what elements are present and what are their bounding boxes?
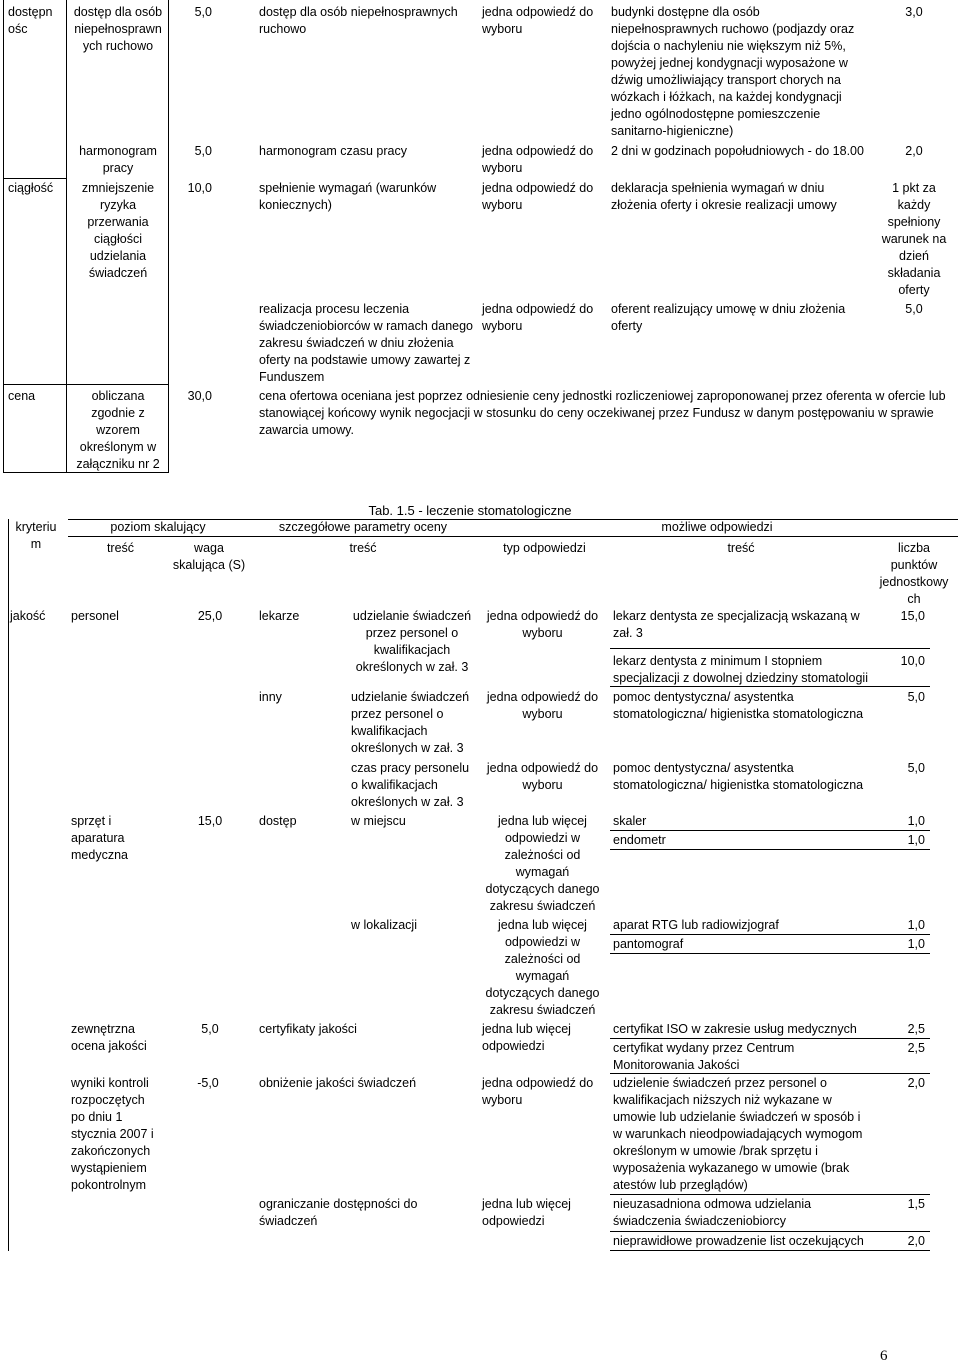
- answer-divider: [610, 849, 930, 850]
- header-szczegolowe: szczegółowe parametry oceny: [278, 520, 448, 534]
- content-text: udzielanie świadczeń przez personel o kwalifikacjach określonych w zał. 3: [351, 690, 470, 755]
- weight-value: 10,0: [187, 181, 212, 195]
- answer-type: jedna odpowiedź do wyboru: [486, 609, 599, 640]
- level-label: zewnętrzna ocena jakości: [71, 1022, 147, 1053]
- points-value: 10,0: [900, 654, 925, 668]
- answer-text: oferent realizujący umowę w dniu złożenia oferty: [611, 302, 846, 333]
- answer-text: pantomograf: [613, 937, 684, 951]
- content-text: w miejscu: [351, 814, 406, 828]
- parameter-text: dostęp dla osób niepełnosprawnych ruchowo: [259, 5, 458, 36]
- points-value: 1,5: [907, 1197, 925, 1211]
- answer-text: skaler: [613, 814, 647, 828]
- price-description: cena ofertowa oceniana jest poprzez odniesienie ceny jednostki rozliczeniowej zaproponowanej przez oferenta w ofercie lub stanowiącej końcowy wynik negocjacji w stosunku do ceny oczekiwanej przez Fundusz w danym postępowaniu w sprawie zawarcia umowy.: [259, 389, 946, 437]
- content-text: w lokalizacji: [351, 918, 417, 932]
- header-liczba: liczba punktów jednostkowy ch: [879, 541, 949, 606]
- content-text: udzielanie świadczeń przez personel o kwalifikacjach określonych w zał. 3: [352, 609, 472, 674]
- table-border: [66, 0, 67, 473]
- weight-value: 30,0: [187, 389, 212, 403]
- page-number: 6: [880, 1348, 888, 1364]
- answer-text: nieprawidłowe prowadzenie list oczekujących: [613, 1234, 864, 1248]
- answer-text: pomoc dentystyczna/ asystentka stomatologiczna/ higienistka stomatologiczna: [613, 761, 864, 792]
- answer-divider: [610, 648, 930, 649]
- table-border: [3, 0, 4, 473]
- answer-text: lekarz dentysta ze specjalizacją wskazaną w zał. 3: [613, 609, 860, 640]
- header-kryterium: kryteriu m: [15, 520, 57, 551]
- answer-text: udzielenie świadczeń przez personel o kwalifikacjach niższych niż wykazane w umowie lub udzielanie świadczeń w sposób i w warunkach nieodpowiadających wymogom określonym w umowie /brak sprzętu i wyposażenia wykazanego w umowie (brak atestów lub przeglądów): [613, 1076, 863, 1192]
- header-waga: waga skalująca (S): [172, 541, 246, 572]
- row-divider: [3, 178, 67, 179]
- level-label: wyniki kontroli rozpoczętych po dniu 1 stycznia 2007 i zakończonych wystąpieniem pokontrolnym: [71, 1076, 154, 1192]
- answer-type: jedna odpowiedź do wyboru: [482, 181, 594, 212]
- answer-type: jedna odpowiedź do wyboru: [482, 5, 594, 36]
- answer-type: jedna lub więcej odpowiedzi w zależności od wymagań dotyczących danego zakresu świadczeń: [485, 814, 600, 913]
- answer-divider: [610, 1250, 930, 1251]
- weight-value: -5,0: [197, 1076, 219, 1090]
- weight-value: 15,0: [197, 814, 223, 828]
- sub-criterion: harmonogram pracy: [79, 144, 157, 175]
- answer-divider: [610, 1038, 930, 1039]
- points-value: 2,5: [907, 1022, 925, 1036]
- points-value: 5,0: [907, 690, 925, 704]
- weight-value: 25,0: [197, 609, 223, 623]
- level-label: sprzęt i aparatura medyczna: [71, 814, 128, 862]
- criterion-label: dostępn ośc: [8, 5, 53, 36]
- parameter-text: spełnienie wymagań (warunków koniecznych): [259, 181, 437, 212]
- parameter-text: realizacja procesu leczenia świadczeniobiorców w ramach danego zakresu świadczeń w dniu złożenia oferty na podstawie umowy zawartej z Funduszem: [259, 302, 474, 384]
- table-border: [168, 0, 169, 473]
- answer-divider: [610, 686, 930, 687]
- row-divider: [3, 384, 169, 385]
- parameter-text: dostęp: [259, 814, 297, 828]
- answer-type: jedna odpowiedź do wyboru: [482, 302, 594, 333]
- answer-text: certyfikat wydany przez Centrum Monitorowania Jakości: [613, 1041, 795, 1072]
- answer-type: jedna odpowiedź do wyboru: [482, 1076, 594, 1107]
- parameter-text: inny: [259, 690, 282, 704]
- answer-text: deklaracja spełnienia wymagań w dniu złożenia oferty i okresie realizacji umowy: [611, 181, 837, 212]
- answer-text: endometr: [613, 833, 666, 847]
- criterion-label: jakość: [10, 609, 46, 623]
- answer-text: aparat RTG lub radiowizjograf: [613, 918, 779, 932]
- points-value: 2,0: [905, 144, 923, 158]
- answer-text: budynki dostępne dla osób niepełnosprawnych ruchowo (podjazdy oraz dojścia o nachyleniu nie większym niż 5%, powyżej jednej kondygnacji wyposażone w dźwig umożliwiający transport chorych na wózkach i łóżkach, na każdej kondygnacji jedno ogólnodostępne pomieszczenie sanitarno-higieniczne): [611, 5, 855, 138]
- answer-type: jedna lub więcej odpowiedzi w zależności od wymagań dotyczących danego zakresu świadczeń: [485, 918, 600, 1017]
- parameter-text: harmonogram czasu pracy: [259, 144, 407, 158]
- answer-type: jedna odpowiedź do wyboru: [482, 144, 594, 175]
- answer-type: jedna lub więcej odpowiedzi: [482, 1197, 571, 1228]
- parameter-text: lekarze: [259, 609, 300, 623]
- points-value: 1,0: [907, 937, 925, 951]
- table-border: [8, 519, 9, 1251]
- answer-text: certyfikat ISO w zakresie usług medycznych: [613, 1022, 857, 1036]
- points-value: 1 pkt za każdy spełniony warunek na dzień składania oferty: [881, 181, 947, 297]
- answer-divider: [610, 1073, 930, 1074]
- header-tresc: treść: [727, 541, 755, 555]
- points-value: 3,0: [905, 5, 923, 19]
- header-tresc: treść: [349, 541, 377, 555]
- sub-criterion: zmniejszenie ryzyka przerwania ciągłości udzielania świadczeń: [81, 181, 155, 280]
- answer-divider: [610, 934, 930, 935]
- answer-type: jedna odpowiedź do wyboru: [486, 761, 599, 792]
- criterion-label: ciągłość: [8, 181, 54, 195]
- points-value: 2,5: [907, 1041, 925, 1055]
- sub-criterion: dostęp dla osób niepełnosprawn ych ruchowo: [73, 5, 163, 53]
- answer-text: pomoc dentystyczna/ asystentka stomatologiczna/ higienistka stomatologiczna: [613, 690, 864, 721]
- header-border: [68, 536, 958, 537]
- parameter-text: obniżenie jakości świadczeń: [259, 1076, 417, 1090]
- parameter-text: certyfikaty jakości: [259, 1022, 357, 1036]
- points-value: 1,0: [907, 833, 925, 847]
- weight-value: 5,0: [201, 1022, 219, 1036]
- answer-text: 2 dni w godzinach popołudniowych - do 18.00: [611, 144, 864, 158]
- answer-divider: [610, 953, 930, 954]
- points-value: 5,0: [905, 302, 923, 316]
- level-label: personel: [71, 609, 119, 623]
- answer-divider: [610, 830, 930, 831]
- criterion-label: cena: [8, 389, 36, 403]
- table-title: Tab. 1.5 - leczenie stomatologiczne: [368, 503, 572, 518]
- sub-criterion: obliczana zgodnie z wzorem określonym w załączniku nr 2: [76, 389, 160, 471]
- header-tresc: treść: [106, 541, 135, 555]
- answer-text: lekarz dentysta z minimum I stopniem specjalizacji z dowolnej dziedziny stomatologii: [613, 654, 868, 685]
- header-typ: typ odpowiedzi: [503, 541, 586, 555]
- content-text: czas pracy personelu o kwalifikacjach określonych w zał. 3: [351, 761, 470, 809]
- answer-divider: [610, 1231, 930, 1232]
- points-value: 2,0: [907, 1076, 925, 1090]
- answer-text: nieuzasadniona odmowa udzielania świadczenia świadczeniobiorcy: [613, 1197, 812, 1228]
- answer-divider: [610, 1194, 930, 1195]
- header-mozliwe: możliwe odpowiedzi: [661, 520, 773, 534]
- points-value: 2,0: [907, 1234, 925, 1248]
- weight-value: 5,0: [194, 144, 212, 158]
- weight-value: 5,0: [194, 5, 212, 19]
- answer-type: jedna lub więcej odpowiedzi: [482, 1022, 571, 1053]
- points-value: 1,0: [907, 814, 925, 828]
- points-value: 1,0: [907, 918, 925, 932]
- header-poziom: poziom skalujący: [110, 520, 206, 534]
- points-value: 15,0: [900, 609, 925, 623]
- points-value: 5,0: [907, 761, 925, 775]
- parameter-text: ograniczanie dostępności do świadczeń: [259, 1197, 418, 1228]
- answer-type: jedna odpowiedź do wyboru: [486, 690, 599, 721]
